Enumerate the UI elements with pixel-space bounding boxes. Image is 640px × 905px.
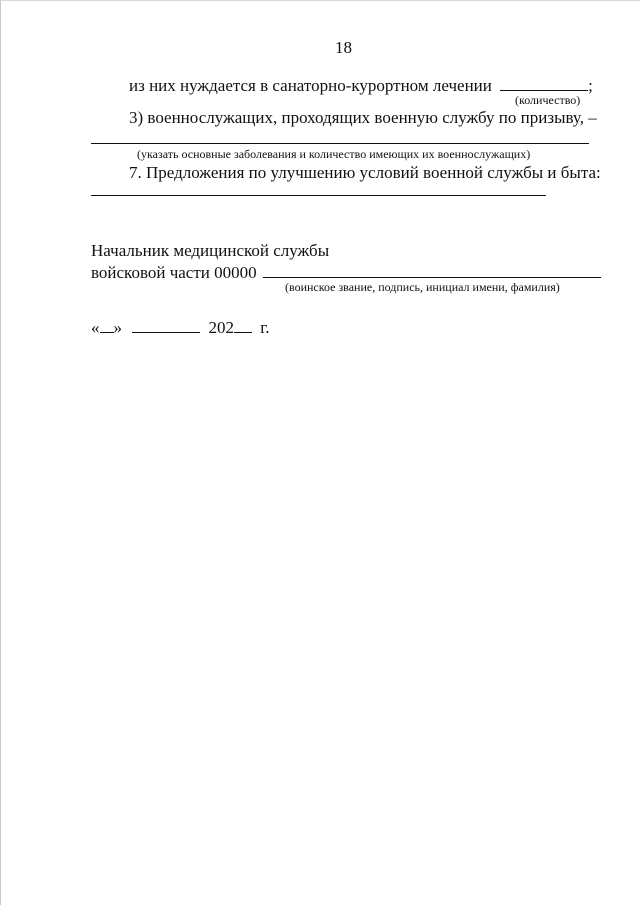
signature-title-line1: Начальник медицинской службы <box>91 241 330 260</box>
page-number: 18 <box>335 38 352 57</box>
date-open-quote: « <box>91 318 100 337</box>
signature-title-line2: войсковой части 00000 <box>91 263 257 282</box>
line-end-punct: ; <box>588 76 593 95</box>
signature-blank-line[interactable] <box>263 277 601 278</box>
day-blank[interactable] <box>100 318 114 333</box>
date-line <box>91 318 270 336</box>
year-prefix: 202 <box>208 318 234 337</box>
item-7: 7. Предложения по улучшению условий военной службы и быта: <box>129 163 601 182</box>
diseases-hint: (указать основные заболевания и количество имеющих их военнослужащих) <box>137 147 531 161</box>
year-suffix: г. <box>260 318 270 337</box>
sanatorium-line <box>129 76 593 94</box>
signature-hint: (воинское звание, подпись, инициал имени, фамилия) <box>285 280 560 294</box>
year-blank[interactable] <box>234 318 252 333</box>
quantity-blank[interactable] <box>500 76 588 91</box>
diseases-blank-line[interactable] <box>91 143 589 144</box>
sanatorium-line-text: из них нуждается в санаторно-курортном лечении <box>129 76 492 95</box>
date-close-quote: » <box>113 318 122 337</box>
proposals-blank-line[interactable] <box>91 195 546 196</box>
month-blank[interactable] <box>132 318 200 333</box>
quantity-hint: (количество) <box>515 93 581 107</box>
item-3: 3) военнослужащих, проходящих военную службу по призыву, – <box>129 108 597 127</box>
